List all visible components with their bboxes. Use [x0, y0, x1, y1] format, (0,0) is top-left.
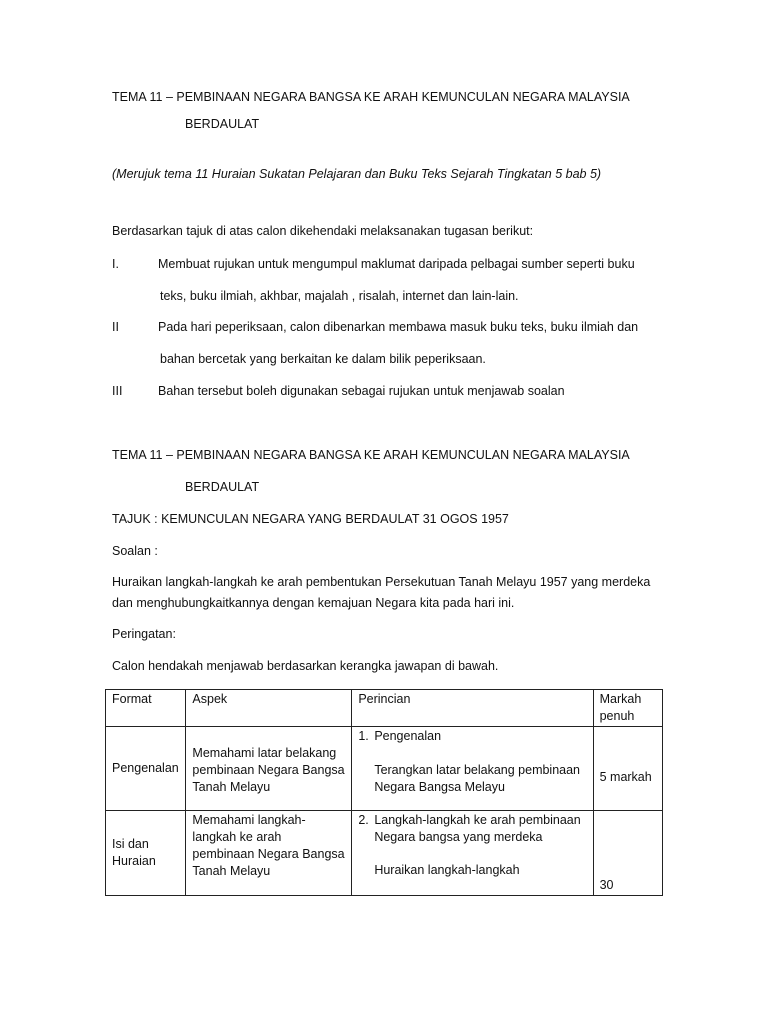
row-markah-pengenalan: 5 markah [593, 727, 662, 811]
table-row [106, 727, 663, 811]
row-markah-isi [593, 811, 662, 896]
instruction-item-2-line1: Pada hari peperiksaan, calon dibenarkan membawa masuk buku teks, buku ilmiah dan [158, 320, 639, 334]
item-number: 1. [358, 729, 369, 743]
theme-heading-1-cont: BERDAULAT [185, 117, 260, 131]
answer-framework-table [105, 689, 663, 896]
aspek-text: Memahami latar belakang pembinaan Negara Bangsa Tanah Melayu [192, 746, 345, 794]
theme-heading-2: TEMA 11 – PEMBINAAN NEGARA BANGSA KE ARAH KEMUNCULAN NEGARA MALAYSIA [112, 448, 630, 462]
item-number: 2. [358, 813, 369, 827]
row-perincian-isi [352, 811, 593, 896]
header-perincian: Perincian [352, 690, 593, 727]
header-format: Format [106, 690, 186, 727]
question-text-line1: Huraikan langkah-langkah ke arah pembentukan Persekutuan Tanah Melayu 1957 yang merdeka [112, 575, 651, 589]
question-text-line2: dan menghubungkaitkannya dengan kemajuan Negara kita pada hari ini. [112, 596, 515, 610]
item-title: Langkah-langkah ke arah pembinaan Negara bangsa yang merdeka [374, 813, 581, 844]
row-aspek-pengenalan [186, 727, 352, 811]
instruction-marker-2: II [112, 320, 119, 334]
numbered-item [358, 812, 586, 846]
item-title: Pengenalan [374, 729, 442, 743]
instruction-marker-3: III [112, 384, 123, 398]
table-row [106, 811, 663, 896]
instruction-item-2-line2: bahan bercetak yang berkaitan ke dalam bilik peperiksaan. [160, 352, 486, 366]
instruction-item-1-line1: Membuat rujukan untuk mengumpul maklumat daripada pelbagai sumber seperti buku [158, 257, 635, 271]
reference-note: (Merujuk tema 11 Huraian Sukatan Pelajaran dan Buku Teks Sejarah Tingkatan 5 bab 5) [112, 167, 602, 181]
instruction-item-1-line2: teks, buku ilmiah, akhbar, majalah , risalah, internet dan lain-lain. [160, 289, 519, 303]
instruction-marker-1: I. [112, 257, 119, 271]
row-format-pengenalan: Pengenalan [106, 727, 186, 811]
markah-value: 30 [599, 878, 614, 892]
table-header-row [106, 690, 663, 727]
topic-title: TAJUK : KEMUNCULAN NEGARA YANG BERDAULAT 31 OGOS 1957 [112, 512, 509, 526]
reminder-text: Calon hendakah menjawab berdasarkan kerangka jawapan di bawah. [112, 659, 499, 673]
item-detail: Terangkan latar belakang pembinaan Negara Bangsa Melayu [374, 763, 581, 794]
item-detail: Huraikan langkah-langkah [374, 863, 520, 877]
theme-heading-1: TEMA 11 – PEMBINAAN NEGARA BANGSA KE ARAH KEMUNCULAN NEGARA MALAYSIA [112, 90, 630, 104]
reminder-label: Peringatan: [112, 627, 176, 641]
row-aspek-isi: Memahami langkah-langkah ke arah pembinaan Negara Bangsa Tanah Melayu [186, 811, 352, 896]
header-aspek: Aspek [186, 690, 352, 727]
theme-heading-2-cont: BERDAULAT [185, 480, 260, 494]
numbered-item [358, 728, 586, 745]
header-markah: Markah penuh [593, 690, 662, 727]
question-label: Soalan : [112, 544, 158, 558]
row-perincian-pengenalan [352, 727, 593, 811]
instruction-item-3-line1: Bahan tersebut boleh digunakan sebagai rujukan untuk menjawab soalan [158, 384, 565, 398]
row-format-isi: Isi dan Huraian [106, 811, 186, 896]
instructions-intro: Berdasarkan tajuk di atas calon dikehendaki melaksanakan tugasan berikut: [112, 224, 534, 238]
